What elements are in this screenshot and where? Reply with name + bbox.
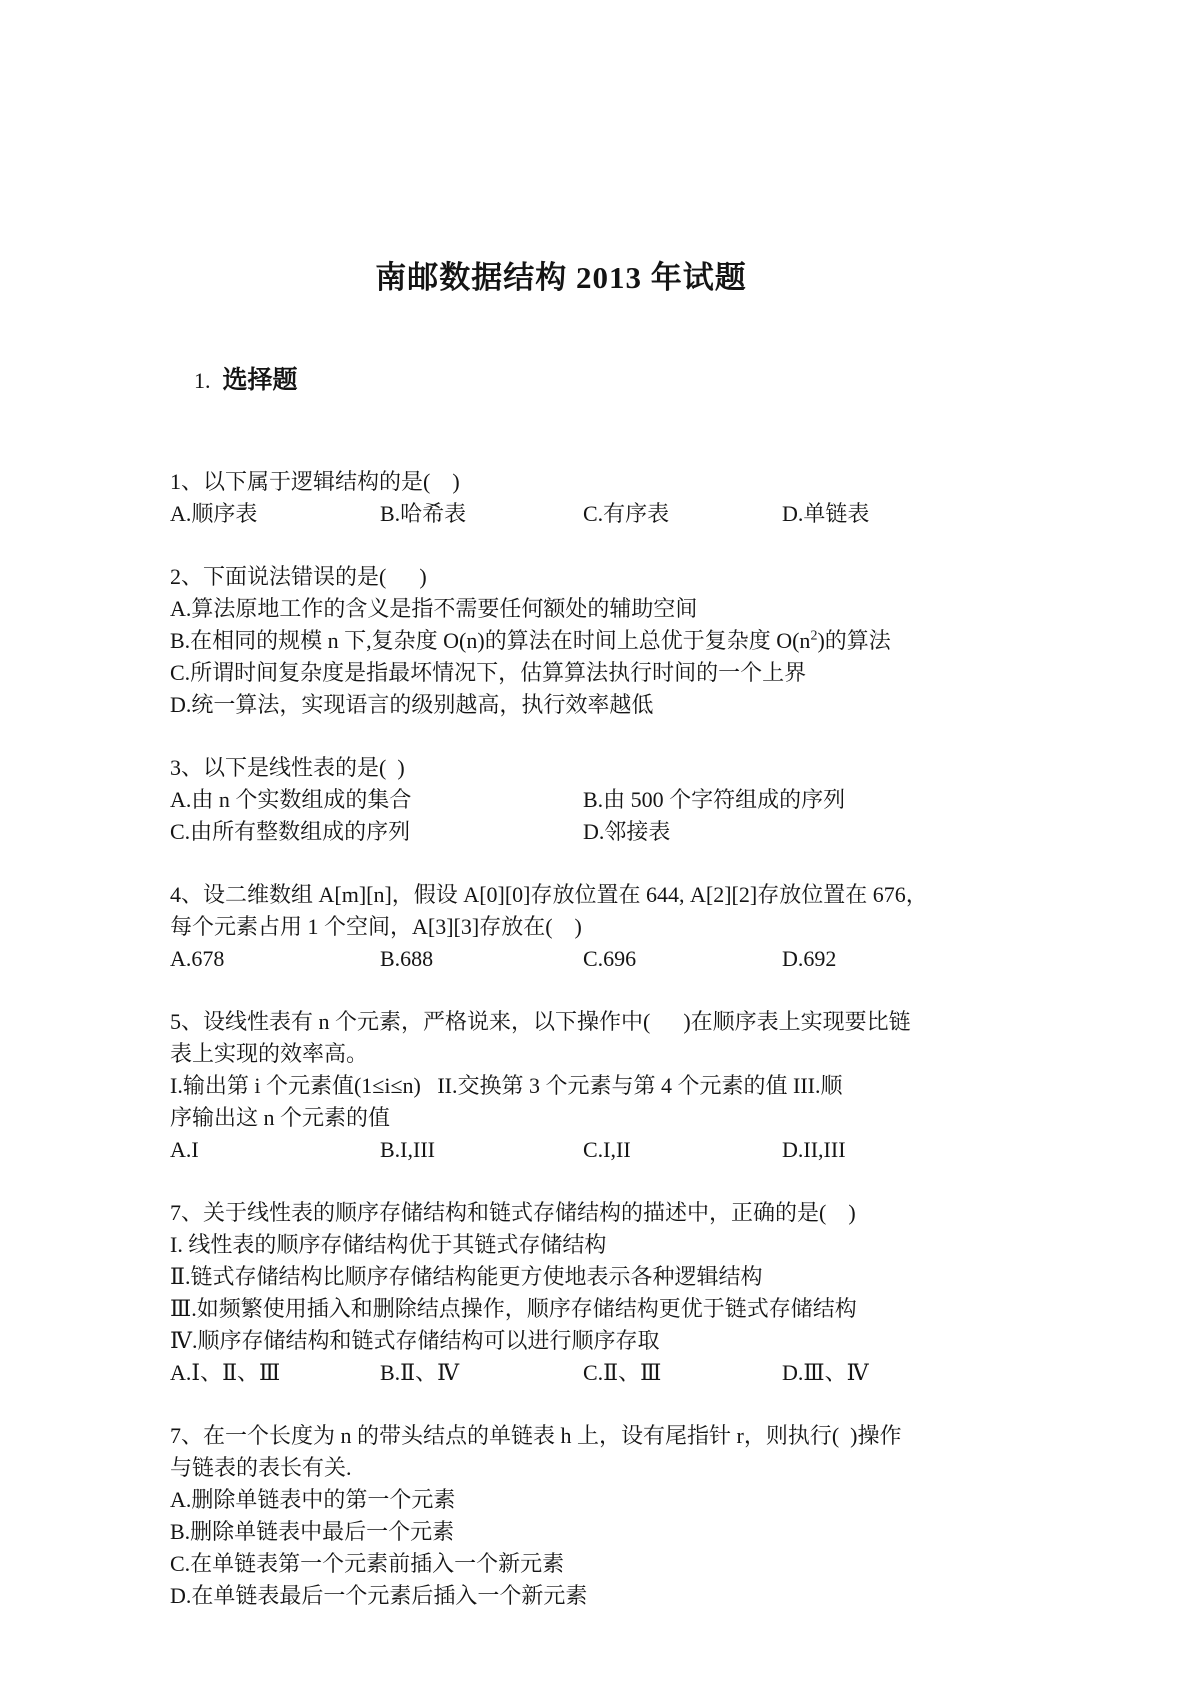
statement-1: I. 线性表的顺序存储结构优于其链式存储结构 (170, 1232, 607, 1257)
section-heading (170, 330, 1032, 435)
question-4 (170, 879, 1032, 975)
page-title: 南邮数据结构 2013 年试题 (375, 260, 747, 295)
statement-3: Ⅲ.如频繁使用插入和删除结点操作，顺序存储结构更优于链式存储结构 (170, 1296, 857, 1321)
option-b: B.哈希表 (380, 501, 467, 526)
question-1-options (170, 498, 1032, 530)
question-3-options-row-2 (170, 816, 1032, 848)
question-7a (170, 1197, 1032, 1389)
question-7b (170, 1420, 1032, 1612)
question-1-stem: 1、以下属于逻辑结构的是( ) (170, 469, 460, 494)
question-5-stem-line-1: 5、设线性表有 n 个元素，严格说来，以下操作中( )在顺序表上实现要比链 (170, 1009, 911, 1034)
option-d: D.单链表 (782, 501, 870, 526)
question-7b-stem-line-1: 7、在一个长度为 n 的带头结点的单链表 h 上，设有尾指针 r，则执行( )操作 (170, 1423, 902, 1448)
option-a: A.顺序表 (170, 501, 258, 526)
question-3 (170, 752, 1032, 848)
question-5 (170, 1006, 1032, 1166)
option-d: D.在单链表最后一个元素后插入一个新元素 (170, 1583, 588, 1608)
option-c: C.所谓时间复杂度是指最坏情况下，估算算法执行时间的一个上界 (170, 660, 807, 685)
question-3-stem: 3、以下是线性表的是( ) (170, 755, 405, 780)
question-2 (170, 561, 1032, 721)
option-a: A.删除单链表中的第一个元素 (170, 1487, 456, 1512)
option-d: D.Ⅲ、Ⅳ (782, 1360, 869, 1385)
option-b: B.由 500 个字符组成的序列 (583, 787, 846, 812)
question-7b-stem-line-2: 与链表的表长有关. (170, 1455, 352, 1480)
question-2-stem: 2、下面说法错误的是( ) (170, 564, 427, 589)
option-b: B.688 (380, 946, 434, 971)
question-5-items-line-2: 序输出这 n 个元素的值 (170, 1105, 391, 1130)
question-3-options-row-1 (170, 784, 1032, 816)
option-b: B.删除单链表中最后一个元素 (170, 1519, 455, 1544)
option-c: C.在单链表第一个元素前插入一个新元素 (170, 1551, 565, 1576)
question-1 (170, 466, 1032, 530)
option-b-text-end: )的算法 (817, 628, 891, 653)
statement-4: Ⅳ.顺序存储结构和链式存储结构可以进行顺序存取 (170, 1328, 660, 1353)
option-c: C.696 (583, 946, 637, 971)
statement-2: Ⅱ.链式存储结构比顺序存储结构能更方使地表示各种逻辑结构 (170, 1264, 763, 1289)
question-5-items-line-1: I.输出第 i 个元素值(1≤i≤n) II.交换第 3 个元素与第 4 个元素的值 III.顺 (170, 1073, 843, 1098)
question-5-options (170, 1134, 1032, 1166)
exam-content (170, 0, 1032, 1612)
option-a: A.Ⅰ、Ⅱ、Ⅲ (170, 1360, 281, 1385)
option-b: B.I,III (380, 1137, 435, 1162)
option-a: A.算法原地工作的含义是指不需要任何额处的辅助空间 (170, 596, 698, 621)
option-b: B.Ⅱ、Ⅳ (380, 1360, 460, 1385)
option-d: D.统一算法，实现语言的级别越高，执行效率越低 (170, 692, 654, 717)
option-d: D.692 (782, 946, 837, 971)
option-a: A.I (170, 1137, 199, 1162)
question-7a-options (170, 1357, 1032, 1389)
section-title: 选择题 (222, 367, 298, 394)
section-number: 1. (194, 368, 211, 393)
question-5-stem-line-2: 表上实现的效率高。 (170, 1041, 369, 1066)
option-c: C.有序表 (583, 501, 670, 526)
option-b-text: B.在相同的规模 n 下,复杂度 O(n)的算法在时间上总优于复杂度 O(n (170, 628, 811, 653)
option-c: C.Ⅱ、Ⅲ (583, 1360, 662, 1385)
question-4-stem-line-2: 每个元素占用 1 个空间，A[3][3]存放在( ) (170, 914, 582, 939)
option-b (170, 625, 1032, 657)
option-c: C.I,II (583, 1137, 631, 1162)
exponent: 2 (810, 628, 818, 644)
option-d: D.邻接表 (583, 819, 671, 844)
option-c: C.由所有整数组成的序列 (170, 819, 411, 844)
option-a: A.由 n 个实数组成的集合 (170, 787, 412, 812)
question-4-options (170, 943, 1032, 975)
question-7a-stem: 7、关于线性表的顺序存储结构和链式存储结构的描述中，正确的是( ) (170, 1200, 856, 1225)
option-a: A.678 (170, 946, 225, 971)
question-4-stem-line-1: 4、设二维数组 A[m][n]，假设 A[0][0]存放位置在 644, A[2][2]存放位置在 676， (170, 882, 928, 907)
option-d: D.II,III (782, 1137, 846, 1162)
